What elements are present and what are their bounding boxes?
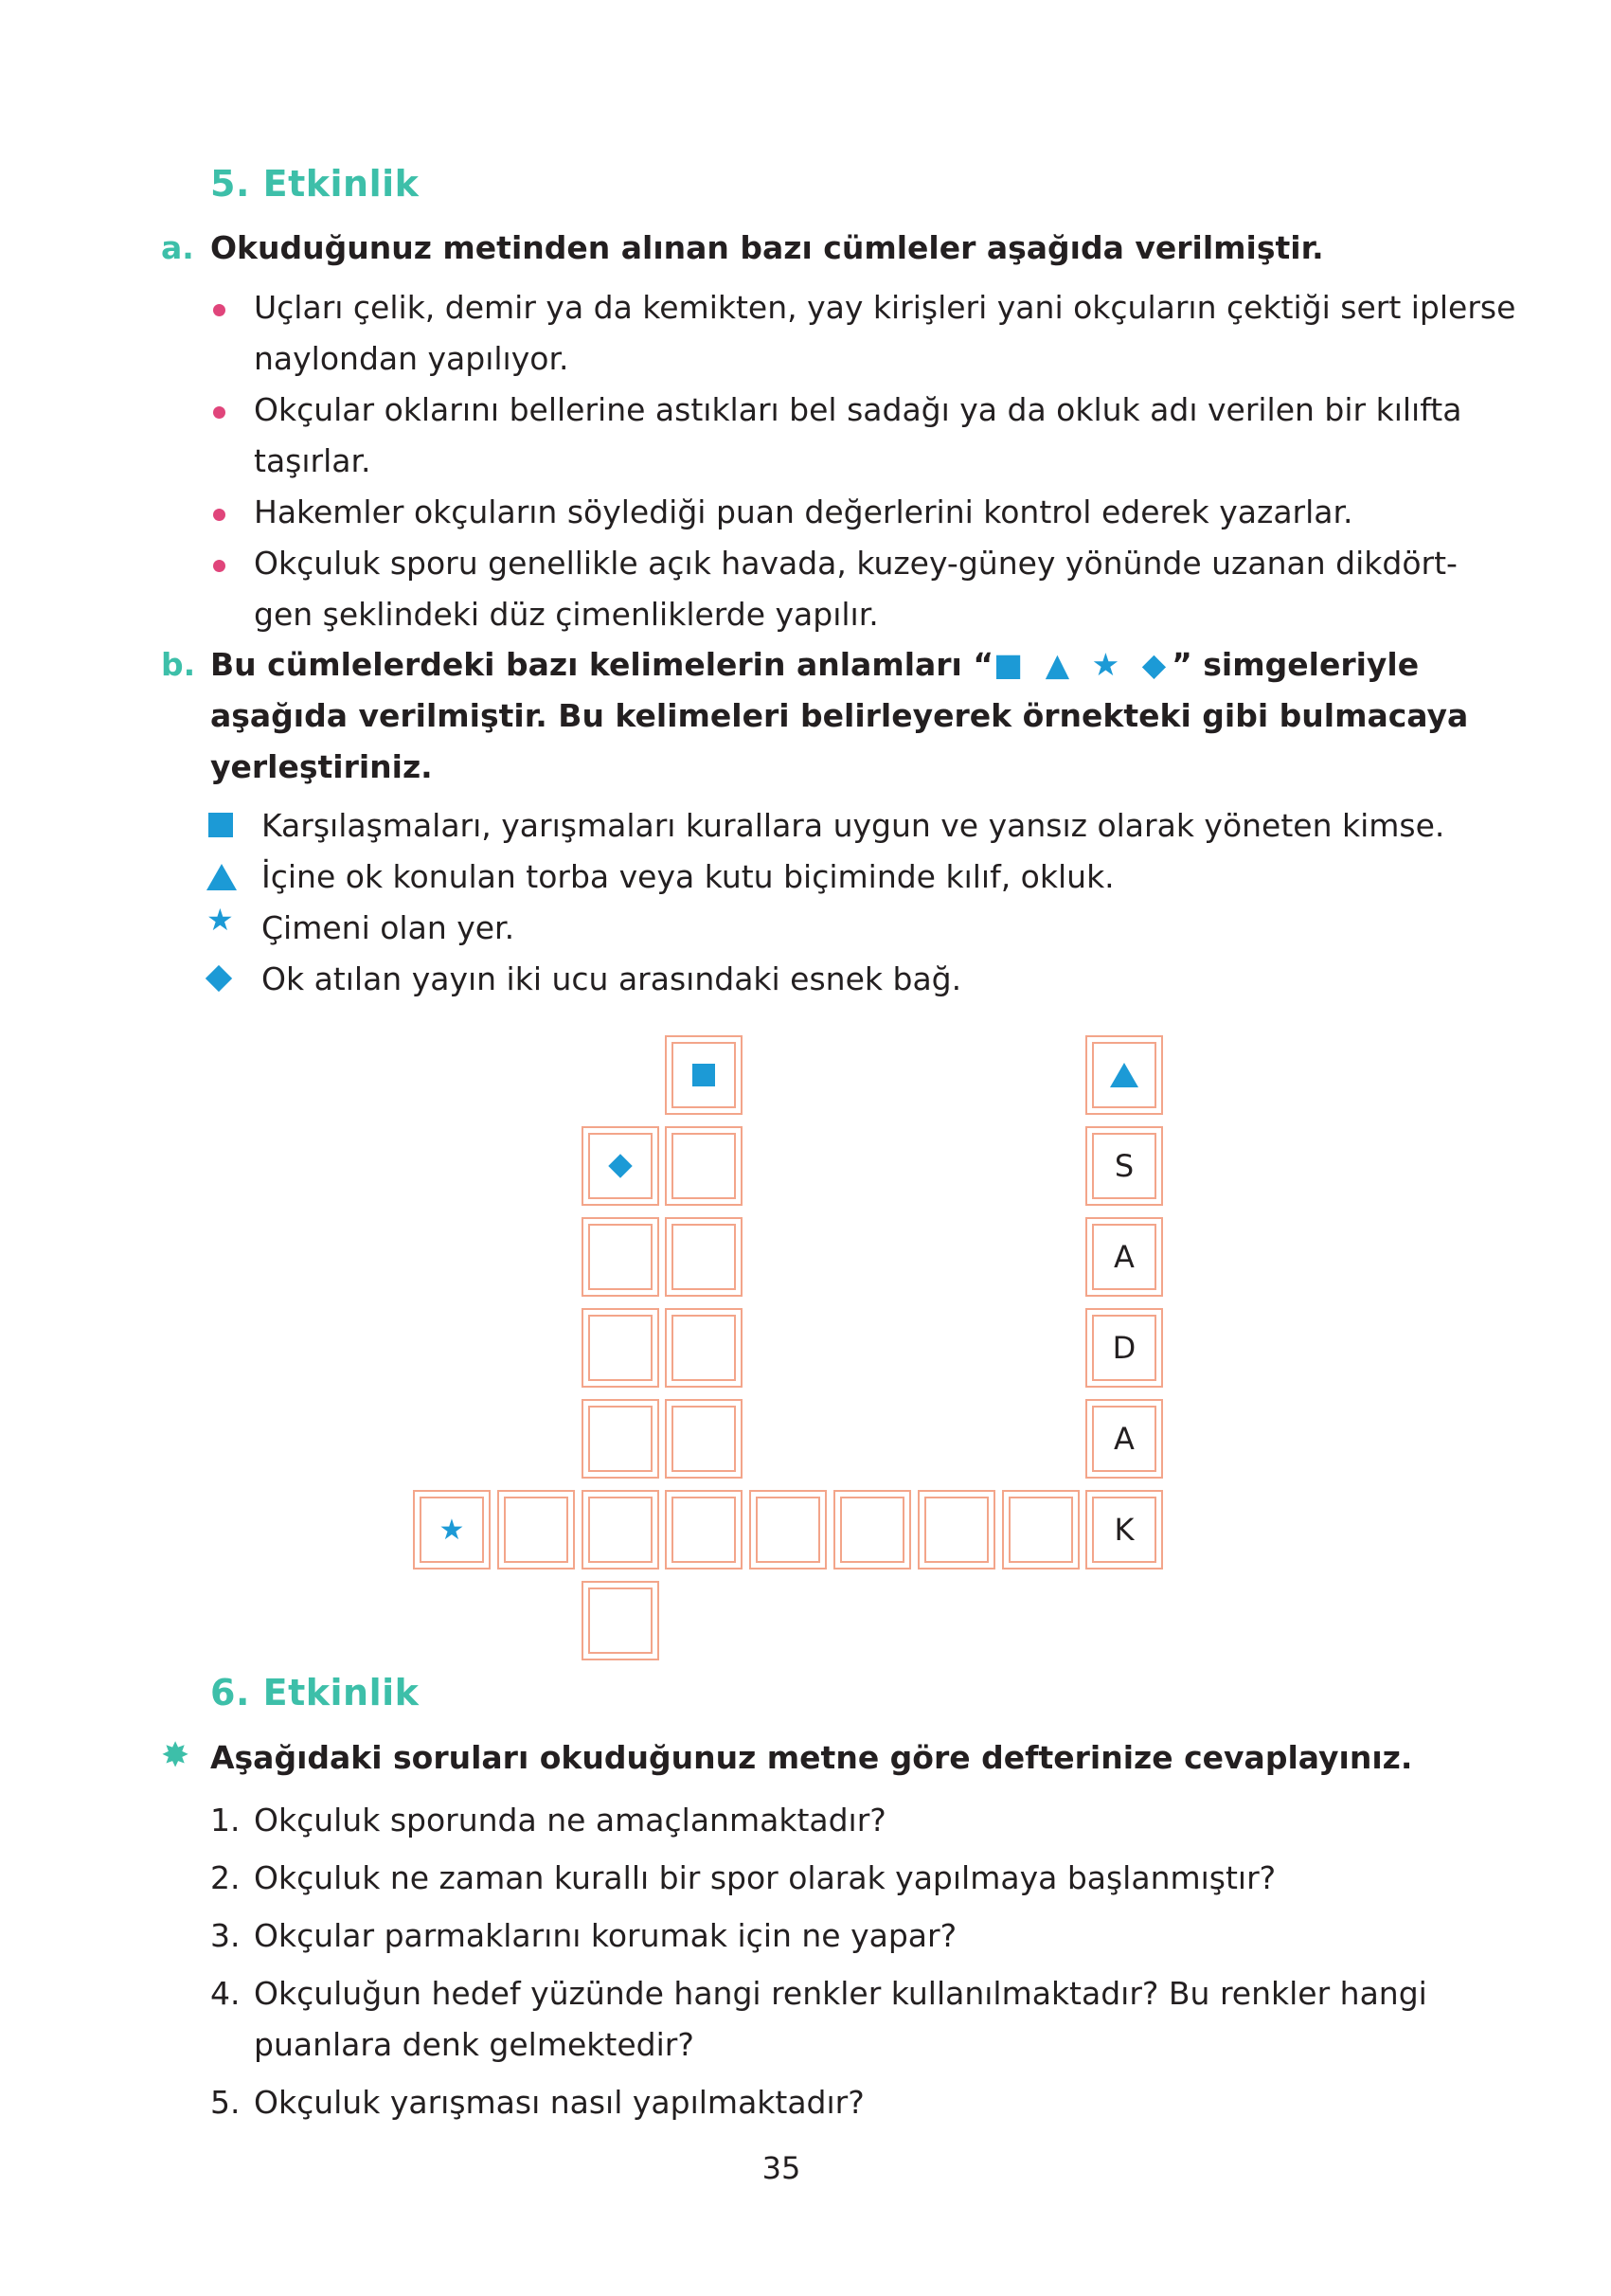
definition-diamond: Ok atılan yayın iki ucu arasındaki esnek bağ. [261,960,962,997]
diamond-icon [206,965,232,992]
crossword-cell[interactable] [582,1217,659,1297]
part-b-instruction-line2: aşağıda verilmiştir. Bu kelimeleri belirleyerek örnekteki gibi bulmacaya [210,697,1469,734]
triangle-icon [206,864,237,890]
part-a-letter: a. [161,229,194,266]
diamond-icon [583,1128,657,1204]
crossword-cell[interactable] [918,1490,995,1570]
bullet-item-2 [254,385,1461,487]
crossword-cell[interactable] [1085,1399,1163,1479]
bullet-line: Hakemler okçuların söylediği puan değerlerini kontrol ederek yazarlar. [254,493,1353,530]
crossword-cell[interactable] [582,1490,659,1570]
crossword-cell[interactable] [665,1308,743,1388]
triangle-icon: ▲ [1045,646,1076,683]
crossword-cell[interactable] [749,1490,827,1570]
crossword-cell[interactable] [582,1126,659,1206]
symbol-group [993,646,1172,683]
crossword-cell[interactable] [665,1217,743,1297]
star-icon: ★ [206,902,234,938]
question-line: puanlara denk gelmektedir? [254,2026,694,2063]
question-number: 4. [210,1975,241,2012]
square-icon: ■ [993,646,1029,683]
triangle-icon [1087,1037,1161,1113]
bullet-dot [213,560,225,572]
bullet-item-4 [254,538,1458,640]
question-text: Okçular parmaklarını korumak için ne yapar? [254,1917,958,1954]
question-text [254,1968,1427,2071]
crossword-cell[interactable] [582,1399,659,1479]
question-number: 5. [210,2084,241,2121]
star-icon: ★ [1091,646,1126,683]
crossword-cell[interactable] [665,1126,743,1206]
bullet-line: Okçular oklarını bellerine astıkları bel sadağı ya da okluk adı verilen bir kılıfta [254,391,1462,428]
part-b-text: Bu cümlelerdeki bazı kelimelerin anlamları “ [210,646,994,683]
square-icon [208,813,233,837]
part-b-instruction-line1 [210,646,1420,683]
crossword-letter: K [1114,1512,1135,1548]
bullet-dot [213,304,225,316]
bullet-line: Uçları çelik, demir ya da kemikten, yay kirişleri yani okçuların çektiği sert iplerse [254,289,1516,326]
definition-square: Karşılaşmaları, yarışmaları kurallara uygun ve yansız olarak yöneten kimse. [261,807,1445,844]
bullet-line: taşırlar. [254,442,371,479]
bullet-line: naylondan yapılıyor. [254,340,569,377]
diamond-icon: ◆ [1141,646,1172,683]
crossword-cell[interactable] [665,1399,743,1479]
question-text: Okçuluk ne zaman kurallı bir spor olarak yapılmaya başlanmıştır? [254,1859,1277,1896]
crossword-letter: S [1114,1148,1135,1184]
crossword-cell[interactable] [1085,1217,1163,1297]
question-number: 3. [210,1917,241,1954]
part-b-instruction-line3: yerleştiriniz. [210,748,433,785]
bullet-item-3 [254,487,1353,538]
crossword-cell[interactable] [833,1490,911,1570]
question-line: Okçuluğun hedef yüzünde hangi renkler kullanılmaktadır? Bu renkler hangi [254,1975,1427,2012]
crossword-cell[interactable] [413,1490,491,1570]
crossword-cell[interactable] [497,1490,575,1570]
bullet-line: Okçuluk sporu genellikle açık havada, kuzey-güney yönünde uzanan dikdört- [254,545,1458,582]
question-text: Okçuluk sporunda ne amaçlanmaktadır? [254,1802,886,1839]
part-b-letter: b. [161,646,196,683]
crossword-cell[interactable] [582,1308,659,1388]
crossword-letter: A [1114,1239,1135,1275]
question-number: 1. [210,1802,241,1839]
crossword-cell[interactable] [1085,1308,1163,1388]
question-number: 2. [210,1859,241,1896]
bullet-dot [213,509,225,521]
bullet-line: gen şeklindeki düz çimenliklerde yapılır. [254,596,879,633]
definition-triangle: İçine ok konulan torba veya kutu biçiminde kılıf, okluk. [261,858,1115,895]
crossword-cell[interactable] [582,1581,659,1660]
activity5-title: 5. Etkinlik [210,163,420,205]
crossword-letter: A [1114,1421,1135,1457]
star-icon: ★ [439,1513,465,1547]
part-b-text: ” simgeleriyle [1172,646,1420,683]
bullet-item-1 [254,282,1515,385]
burst-icon: ✸ [161,1736,190,1775]
activity6-instruction: Aşağıdaki soruları okuduğunuz metne göre defterinize cevaplayınız. [210,1739,1413,1776]
crossword-cell[interactable] [1085,1035,1163,1115]
square-icon [667,1037,741,1113]
crossword-letter: D [1112,1330,1137,1366]
crossword-cell[interactable] [1002,1490,1080,1570]
part-a-instruction: Okuduğunuz metinden alınan bazı cümleler aşağıda verilmiştir. [210,229,1324,266]
definition-star: Çimeni olan yer. [261,909,515,946]
crossword-cell[interactable] [1085,1126,1163,1206]
bullet-dot [213,406,225,419]
crossword-cell[interactable] [1085,1490,1163,1570]
page-number: 35 [761,2150,801,2186]
crossword-cell[interactable] [665,1035,743,1115]
question-text: Okçuluk yarışması nasıl yapılmaktadır? [254,2084,865,2121]
crossword-cell[interactable] [665,1490,743,1570]
activity6-title: 6. Etkinlik [210,1672,420,1713]
